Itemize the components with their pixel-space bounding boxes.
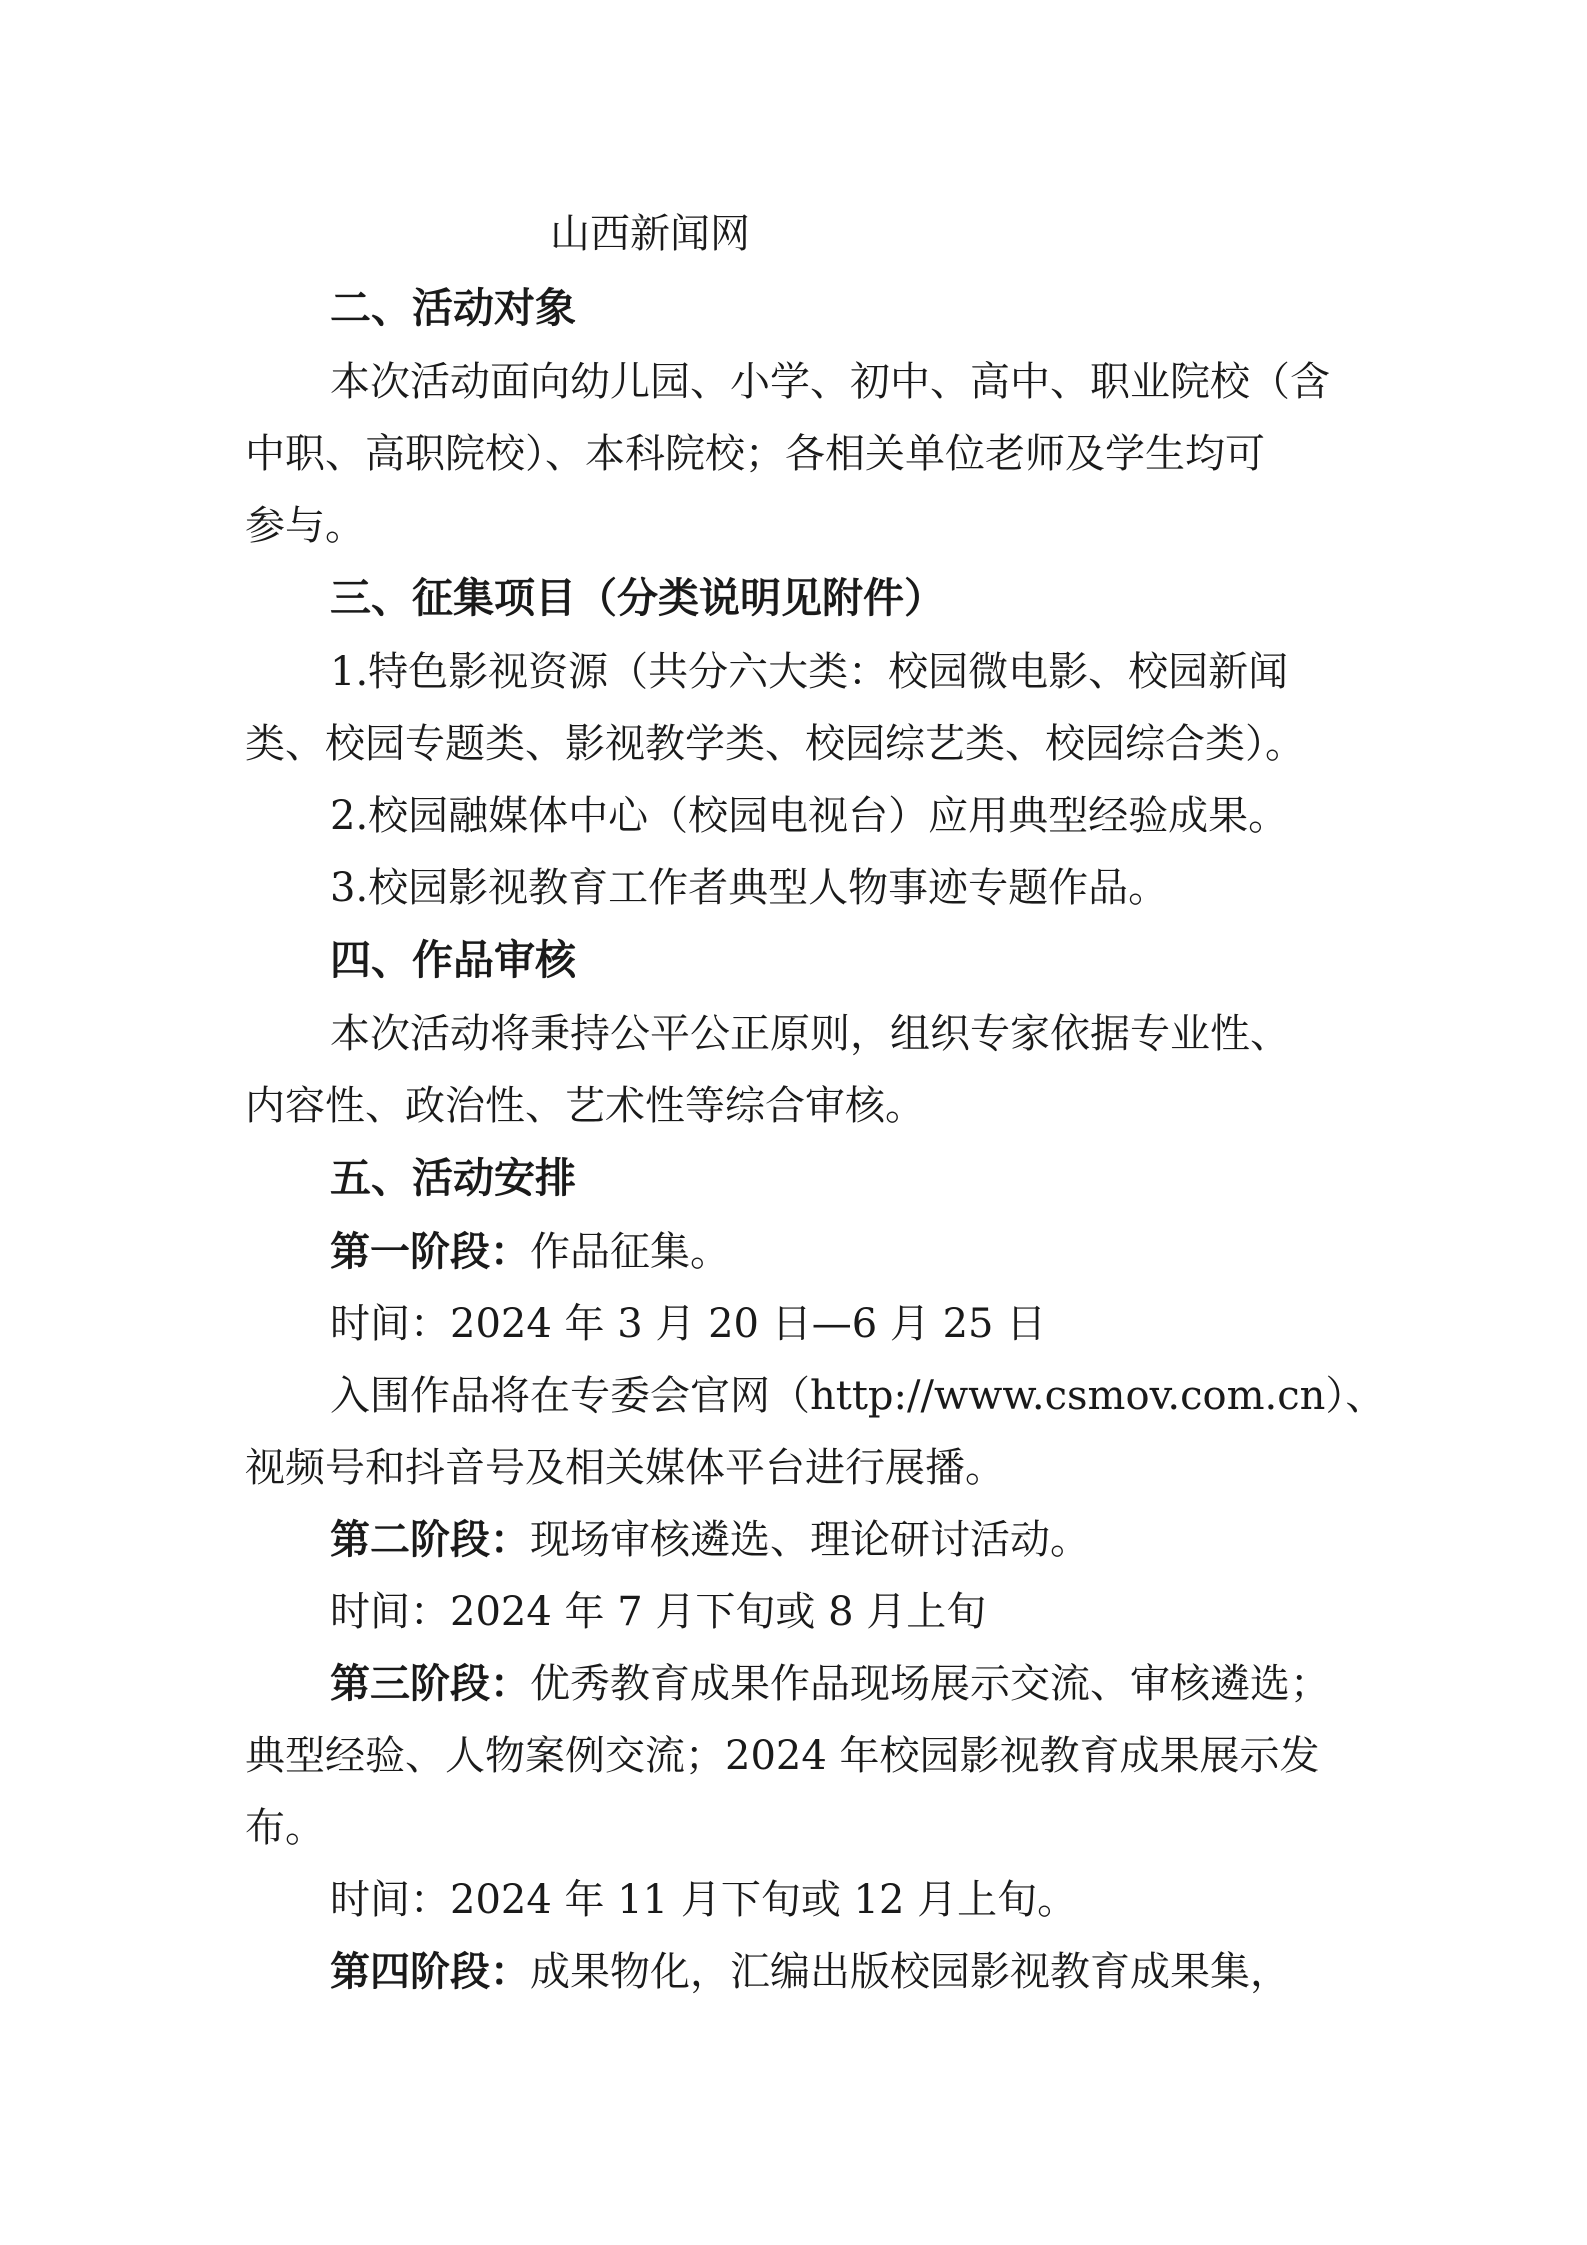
stage-2-time: 时间：2024 年 7 月下旬或 8 月上旬: [330, 1589, 987, 1635]
paragraph-line: 本次活动将秉持公平公正原则，组织专家依据专业性、: [330, 1011, 1290, 1057]
paragraph-line: 3.校园影视教育工作者典型人物事迹专题作品。: [330, 865, 1169, 911]
paragraph-line: 布。: [245, 1805, 325, 1851]
paragraph-line: 内容性、政治性、艺术性等综合审核。: [245, 1083, 925, 1129]
stage-2-label: 第二阶段：: [330, 1517, 530, 1563]
stage-2-line: [330, 1504, 1355, 1576]
section-heading-4: 四、作品审核: [330, 936, 576, 984]
paragraph-line: 参与。: [245, 503, 365, 549]
source-line: 山西新闻网: [550, 211, 750, 257]
stage-2-text: 现场审核遴选、理论研讨活动。: [530, 1517, 1090, 1563]
paragraph-line: 类、校园专题类、影视教学类、校园综艺类、校园综合类）。: [245, 721, 1305, 767]
section-heading-3: 三、征集项目（分类说明见附件）: [330, 574, 945, 622]
stage-3-time: 时间：2024 年 11 月下旬或 12 月上旬。: [330, 1877, 1078, 1923]
stage-4-label: 第四阶段：: [330, 1949, 530, 1995]
paragraph-line: 本次活动面向幼儿园、小学、初中、高中、职业院校（含: [330, 359, 1330, 405]
stage-3-line: [330, 1648, 1355, 1720]
stage-4-text: 成果物化，汇编出版校园影视教育成果集，: [530, 1949, 1290, 1995]
stage-1-text: 作品征集。: [530, 1229, 730, 1275]
paragraph-line: 1.特色影视资源（共分六大类：校园微电影、校园新闻: [330, 649, 1289, 695]
section-heading-2: 二、活动对象: [330, 284, 576, 332]
stage-1-line: [330, 1216, 1355, 1288]
paragraph-line: 视频号和抖音号及相关媒体平台进行展播。: [245, 1445, 1005, 1491]
stage-4-line: [330, 1936, 1355, 2008]
paragraph-line: 中职、高职院校）、本科院校；各相关单位老师及学生均可: [245, 431, 1265, 477]
stage-1-label: 第一阶段：: [330, 1229, 530, 1275]
paragraph-line: 入围作品将在专委会官网（http://www.csmov.com.cn）、: [330, 1373, 1386, 1419]
stage-3-label: 第三阶段：: [330, 1661, 530, 1707]
paragraph-line: 2.校园融媒体中心（校园电视台）应用典型经验成果。: [330, 793, 1289, 839]
stage-1-time: 时间：2024 年 3 月 20 日—6 月 25 日: [330, 1301, 1047, 1347]
section-heading-5: 五、活动安排: [330, 1154, 576, 1202]
paragraph-line: 典型经验、人物案例交流；2024 年校园影视教育成果展示发: [245, 1733, 1320, 1779]
stage-3-text: 优秀教育成果作品现场展示交流、审核遴选；: [530, 1661, 1330, 1707]
